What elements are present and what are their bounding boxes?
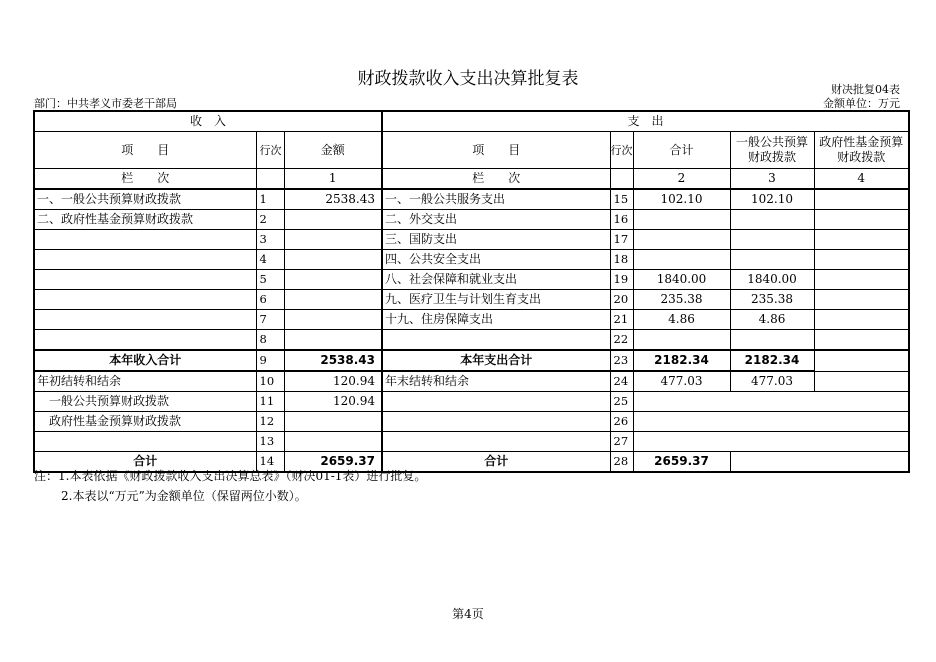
expense-item-header: 项 目 bbox=[382, 132, 610, 169]
general-budget-header: 一般公共预算财政拨款 bbox=[730, 132, 814, 169]
expense-fund bbox=[814, 290, 909, 310]
expense-item bbox=[382, 392, 610, 412]
expense-general bbox=[730, 210, 814, 230]
grand-income-total-amount: 2659.37 bbox=[284, 452, 382, 473]
expense-item bbox=[382, 432, 610, 452]
row-number: 19 bbox=[610, 270, 633, 290]
expense-total: 477.03 bbox=[633, 371, 730, 392]
expense-item bbox=[382, 330, 610, 351]
page-title: 财政拨款收入支出决算批复表 bbox=[357, 69, 579, 89]
expense-fund bbox=[814, 310, 909, 330]
expense-column-label: 栏 次 bbox=[382, 169, 610, 190]
grand-income-total-label: 合计 bbox=[34, 452, 256, 473]
row-number: 21 bbox=[610, 310, 633, 330]
expense-total bbox=[633, 210, 730, 230]
expense-general bbox=[730, 250, 814, 270]
col-number-2: 2 bbox=[633, 169, 730, 190]
row-number: 26 bbox=[610, 412, 633, 432]
expense-total bbox=[633, 250, 730, 270]
notes bbox=[34, 466, 426, 506]
expense-general: 4.86 bbox=[730, 310, 814, 330]
col-number-1: 1 bbox=[284, 169, 382, 190]
expense-total bbox=[633, 230, 730, 250]
row-number: 18 bbox=[610, 250, 633, 270]
income-row-no-header: 行次 bbox=[256, 132, 284, 169]
expense-item: 一、一般公共服务支出 bbox=[382, 189, 610, 210]
expense-total: 235.38 bbox=[633, 290, 730, 310]
income-item bbox=[34, 310, 256, 330]
row-number: 1 bbox=[256, 189, 284, 210]
income-column-label: 栏 次 bbox=[34, 169, 256, 190]
carry-row bbox=[34, 432, 909, 452]
unit-label: 金额单位：万元 bbox=[823, 97, 900, 110]
row-number: 16 bbox=[610, 210, 633, 230]
year-income-total-amount: 2538.43 bbox=[284, 350, 382, 371]
expense-row-no-header: 行次 bbox=[610, 132, 633, 169]
table-row bbox=[34, 250, 909, 270]
income-amount-header: 金额 bbox=[284, 132, 382, 169]
table-row bbox=[34, 310, 909, 330]
expense-fund bbox=[814, 230, 909, 250]
row-number: 15 bbox=[610, 189, 633, 210]
expense-item: 九、医疗卫生与计划生育支出 bbox=[382, 290, 610, 310]
row-number: 5 bbox=[256, 270, 284, 290]
expense-item bbox=[382, 412, 610, 432]
row-number: 6 bbox=[256, 290, 284, 310]
row-number: 12 bbox=[256, 412, 284, 432]
income-amount: 2538.43 bbox=[284, 189, 382, 210]
note-2: 2.本表以“万元”为金额单位（保留两位小数）。 bbox=[61, 489, 307, 503]
income-item: 政府性基金预算财政拨款 bbox=[34, 412, 256, 432]
year-expense-total: 2182.34 bbox=[633, 350, 730, 371]
col-number-3: 3 bbox=[730, 169, 814, 190]
expense-item: 年末结转和结余 bbox=[382, 371, 610, 392]
expense-fund bbox=[814, 330, 909, 351]
income-item bbox=[34, 250, 256, 270]
income-item bbox=[34, 330, 256, 351]
income-item: 一、一般公共预算财政拨款 bbox=[34, 189, 256, 210]
row-number: 14 bbox=[256, 452, 284, 473]
income-item bbox=[34, 432, 256, 452]
expense-header: 支 出 bbox=[382, 111, 909, 132]
expense-general bbox=[730, 230, 814, 250]
row-number: 20 bbox=[610, 290, 633, 310]
income-header: 收 入 bbox=[34, 111, 382, 132]
year-expense-fund bbox=[814, 350, 909, 371]
section-header-row bbox=[34, 111, 909, 132]
year-expense-total-label: 本年支出合计 bbox=[382, 350, 610, 371]
row-number: 11 bbox=[256, 392, 284, 412]
row-number: 9 bbox=[256, 350, 284, 371]
row-number: 25 bbox=[610, 392, 633, 412]
expense-general: 235.38 bbox=[730, 290, 814, 310]
income-item-header: 项 目 bbox=[34, 132, 256, 169]
row-number: 27 bbox=[610, 432, 633, 452]
table-row bbox=[34, 189, 909, 210]
income-item bbox=[34, 290, 256, 310]
row-number: 2 bbox=[256, 210, 284, 230]
row-number: 17 bbox=[610, 230, 633, 250]
table-row bbox=[34, 210, 909, 230]
carry-row bbox=[34, 412, 909, 432]
income-amount bbox=[284, 230, 382, 250]
income-item: 年初结转和结余 bbox=[34, 371, 256, 392]
table-row bbox=[34, 290, 909, 310]
department-label: 部门：中共孝义市委老干部局 bbox=[34, 97, 177, 110]
expense-item: 十九、住房保障支出 bbox=[382, 310, 610, 330]
income-amount bbox=[284, 310, 382, 330]
grand-expense-total-amount: 2659.37 bbox=[633, 452, 730, 473]
carry-row bbox=[34, 371, 909, 392]
row-number: 8 bbox=[256, 330, 284, 351]
gov-fund-header: 政府性基金预算财政拨款 bbox=[814, 132, 909, 169]
page-number: 第4页 bbox=[452, 607, 484, 621]
income-amount bbox=[284, 330, 382, 351]
note-1: 注：1.本表依据《财政拨款收入支出决算总表》（财决01-1表）进行批复。 bbox=[34, 469, 427, 483]
year-total-row bbox=[34, 350, 909, 371]
carry-row bbox=[34, 392, 909, 412]
expense-fund bbox=[814, 250, 909, 270]
expense-total: 102.10 bbox=[633, 189, 730, 210]
income-amount bbox=[284, 270, 382, 290]
expense-total bbox=[633, 330, 730, 351]
expense-general: 102.10 bbox=[730, 189, 814, 210]
expense-total: 1840.00 bbox=[633, 270, 730, 290]
expense-item: 二、外交支出 bbox=[382, 210, 610, 230]
year-income-total-label: 本年收入合计 bbox=[34, 350, 256, 371]
row-number: 3 bbox=[256, 230, 284, 250]
table-row bbox=[34, 230, 909, 250]
row-number: 22 bbox=[610, 330, 633, 351]
grand-expense-total-label: 合计 bbox=[382, 452, 610, 473]
income-amount bbox=[284, 290, 382, 310]
expense-fund bbox=[814, 270, 909, 290]
expense-total-header: 合计 bbox=[633, 132, 730, 169]
col-number-4: 4 bbox=[814, 169, 909, 190]
expense-item: 八、社会保障和就业支出 bbox=[382, 270, 610, 290]
expense-general: 477.03 bbox=[730, 371, 814, 392]
income-item: 二、政府性基金预算财政拨款 bbox=[34, 210, 256, 230]
expense-total: 4.86 bbox=[633, 310, 730, 330]
row-number: 4 bbox=[256, 250, 284, 270]
income-item bbox=[34, 230, 256, 250]
row-number: 24 bbox=[610, 371, 633, 392]
expense-item: 四、公共安全支出 bbox=[382, 250, 610, 270]
table-row bbox=[34, 270, 909, 290]
expense-fund bbox=[814, 189, 909, 210]
row-number: 10 bbox=[256, 371, 284, 392]
income-amount bbox=[284, 210, 382, 230]
income-item bbox=[34, 270, 256, 290]
column-number-row bbox=[34, 169, 909, 190]
expense-general bbox=[730, 330, 814, 351]
income-amount: 120.94 bbox=[284, 371, 382, 392]
budget-table bbox=[33, 110, 910, 473]
expense-general: 1840.00 bbox=[730, 270, 814, 290]
income-amount: 120.94 bbox=[284, 392, 382, 412]
income-amount bbox=[284, 412, 382, 432]
income-amount bbox=[284, 250, 382, 270]
row-number: 28 bbox=[610, 452, 633, 473]
expense-fund bbox=[814, 210, 909, 230]
row-number: 7 bbox=[256, 310, 284, 330]
row-number: 23 bbox=[610, 350, 633, 371]
table-row bbox=[34, 330, 909, 351]
expense-item: 三、国防支出 bbox=[382, 230, 610, 250]
income-item: 一般公共预算财政拨款 bbox=[34, 392, 256, 412]
column-header-row bbox=[34, 132, 909, 169]
form-code: 财决批复04表 bbox=[831, 83, 900, 96]
income-amount bbox=[284, 432, 382, 452]
row-number: 13 bbox=[256, 432, 284, 452]
year-expense-general: 2182.34 bbox=[730, 350, 814, 371]
